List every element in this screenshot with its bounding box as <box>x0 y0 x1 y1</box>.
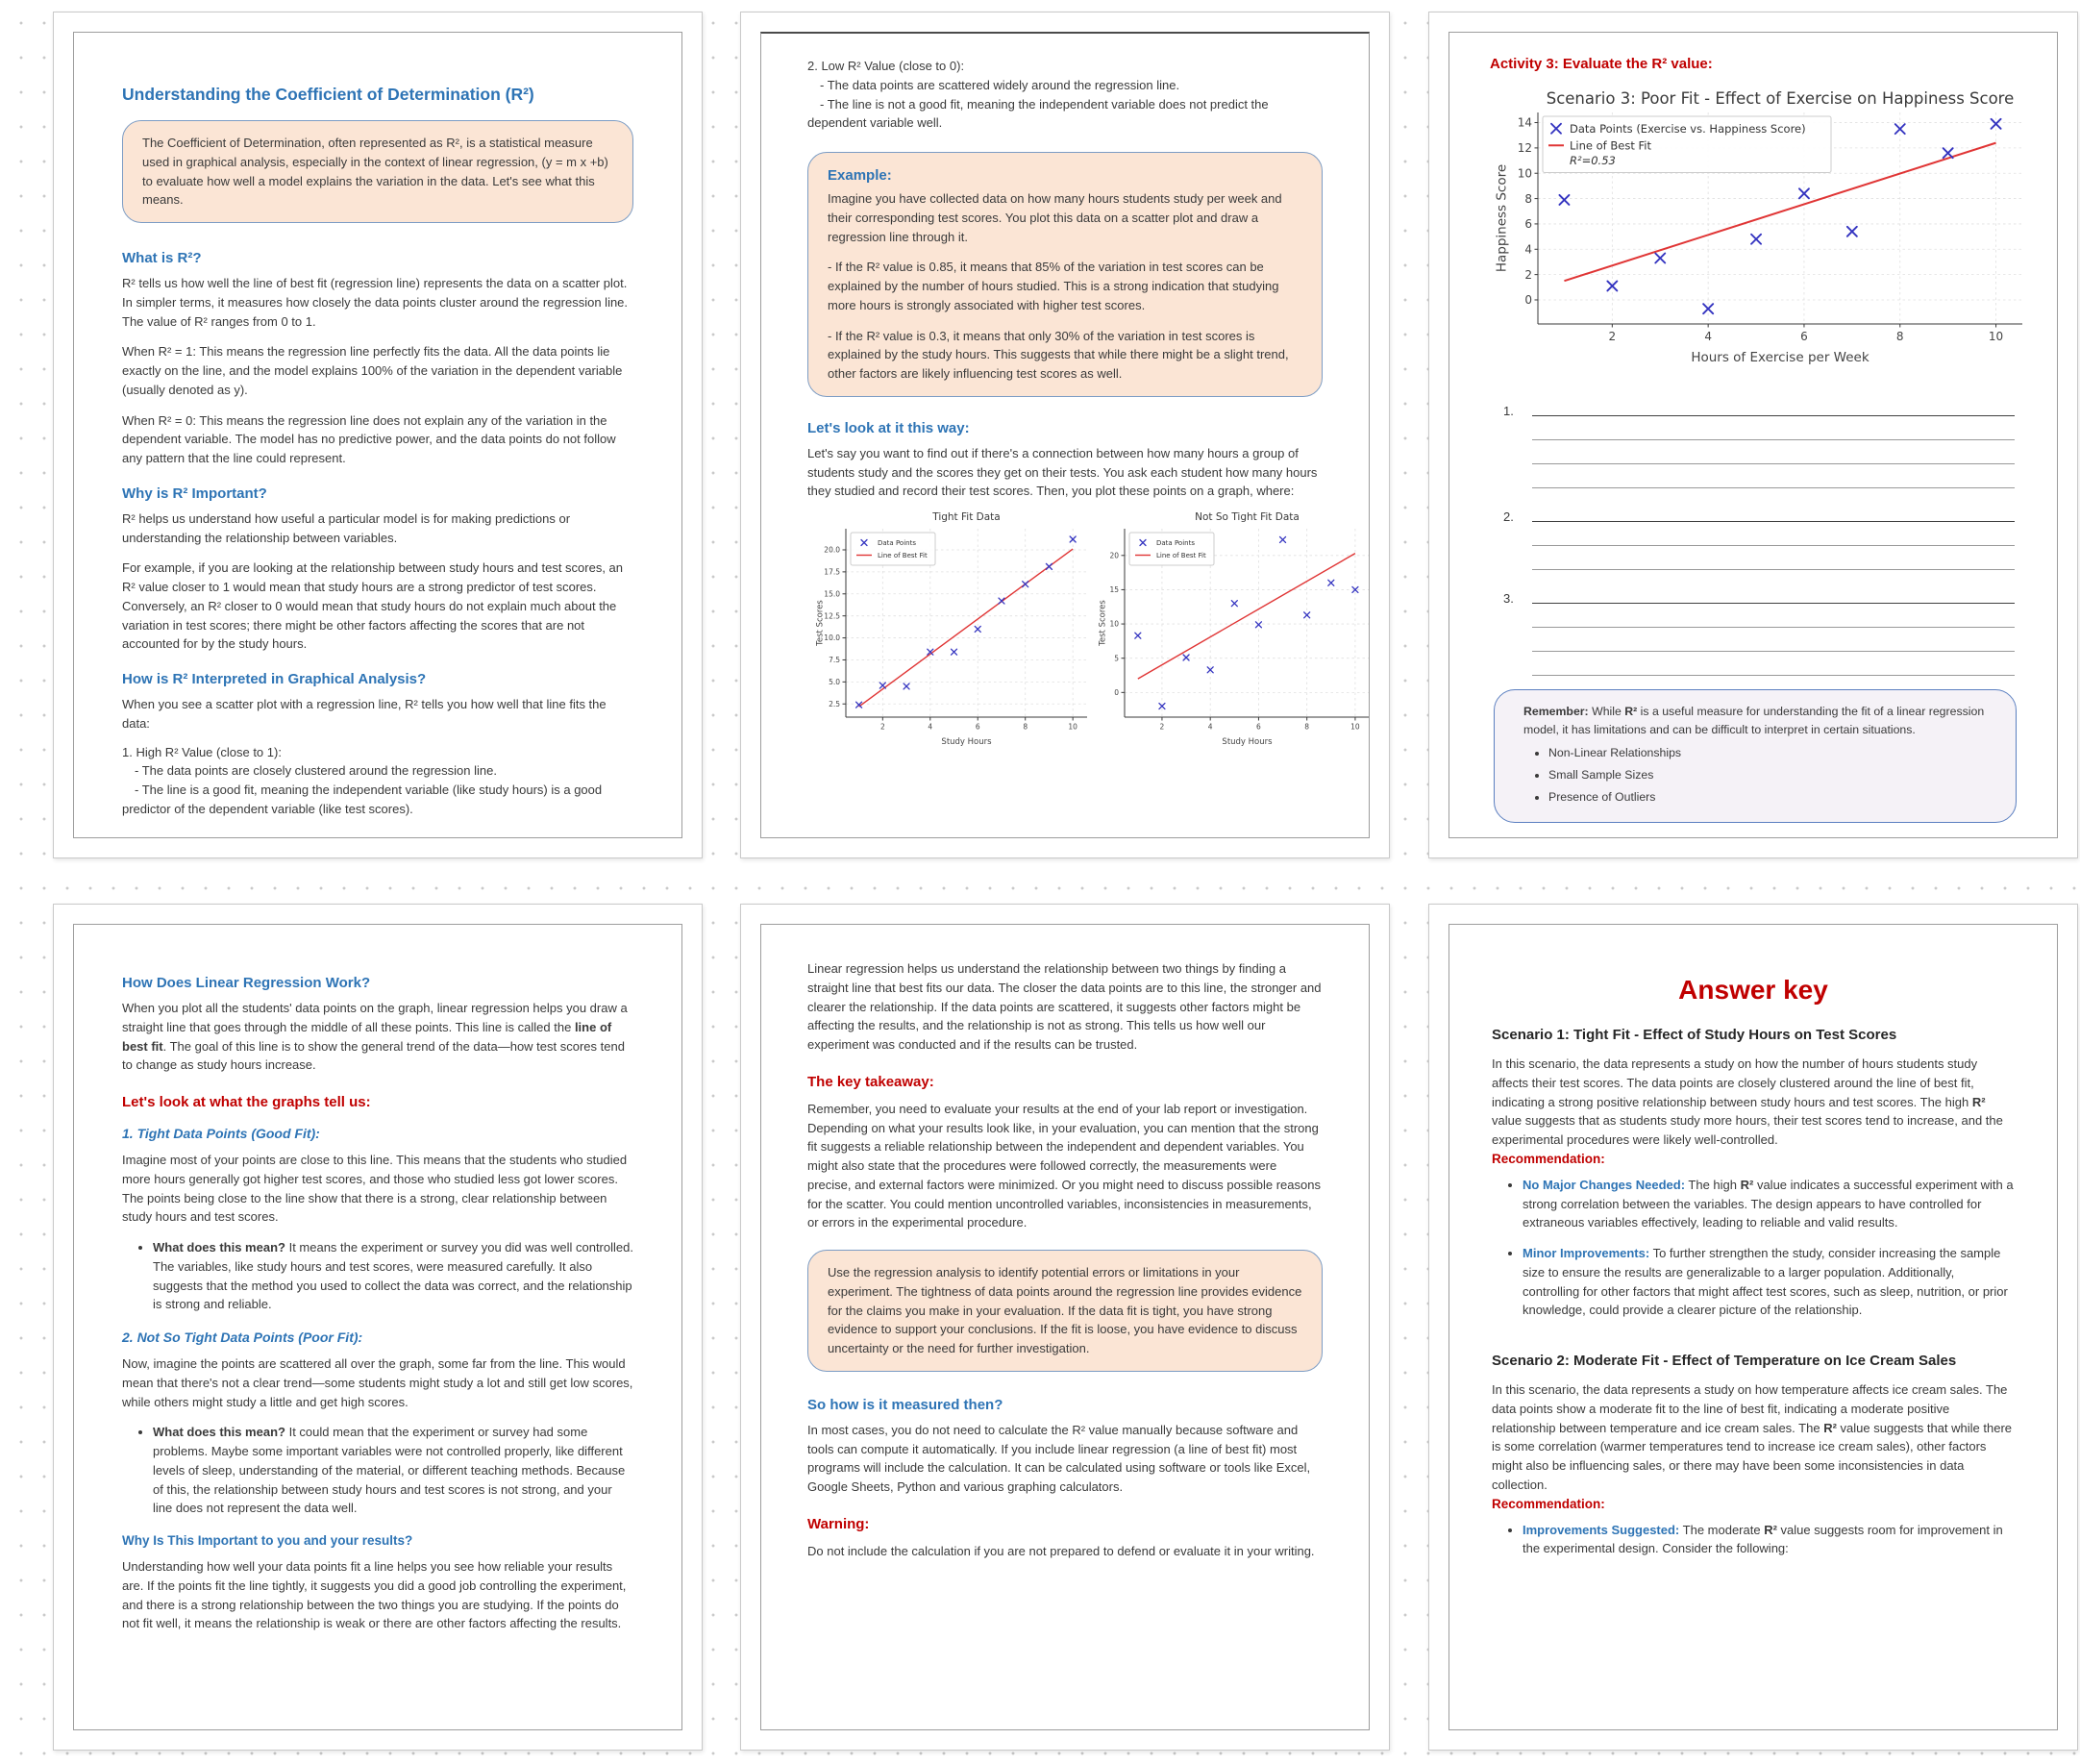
paragraph: When you see a scatter plot with a regression line, R² tells you how well that line fits the data: <box>122 697 607 731</box>
callout-text: Use the regression analysis to identify potential errors or limitations in your experiment. The tightness of data points around the regression line provides evidence for the claims you make in your evaluation. If the data fit is tight, you have strong evidence to support your conclusions. If the fit is loose, you have evidence to discuss uncertainty or the need for further investigation. <box>828 1265 1302 1355</box>
page-5[interactable] <box>740 904 1390 1751</box>
svg-text:12: 12 <box>1517 141 1532 156</box>
example-heading: Example: <box>828 167 892 184</box>
chart-scenario3 <box>1492 82 2020 371</box>
svg-text:4: 4 <box>928 722 933 732</box>
chart-tight-fit <box>813 512 1094 754</box>
answer-line <box>1532 440 2015 464</box>
paragraph: In this scenario, the data represents a study on how the number of hours students study affects their test scores. The data points are closely clustered around the line of best fit, indicating a strong positive relationship between study hours and test scores. The high R² value suggests that as students study more hours, their test scores tend to increase, and the experimental procedures were likely well-controlled. <box>1492 1056 2003 1147</box>
svg-text:Line of Best Fit: Line of Best Fit <box>878 551 928 559</box>
chart-loose-fit <box>1096 512 1370 754</box>
list-subitem: - The line is not a good fit, meaning the independent variable does not predict the dependent variable well. <box>807 96 1269 131</box>
svg-text:4: 4 <box>1207 722 1213 732</box>
svg-text:Data Points: Data Points <box>878 538 916 547</box>
svg-text:15: 15 <box>1109 585 1119 595</box>
answer-line <box>1532 416 2015 440</box>
page-3-content-frame <box>1449 32 2058 838</box>
svg-text:Test Scores: Test Scores <box>1098 600 1108 646</box>
paragraph: In this scenario, the data represents a study on how temperature affects ice cream sales. The data points show a moderate fit to the line of best fit, indicating a moderate positive relationship between temperature and ice cream sales. The R² value suggests that while there is some correlation (warmer temperatures tend to increase ice cream sales), other factors might also be influencing sales, or there may have been some inconsistencies in data collection. <box>1492 1382 2013 1492</box>
example-callout-box <box>807 152 1323 397</box>
heading-why-important: Why is R² Important? <box>122 484 267 502</box>
svg-text:Study Hours: Study Hours <box>941 737 992 747</box>
answer-item-3 <box>1503 580 2015 676</box>
svg-text:2: 2 <box>1159 722 1165 732</box>
answer-number: 3. <box>1503 591 1514 606</box>
recommendation-heading: Recommendation: <box>1492 1151 1605 1166</box>
page-6-content-frame <box>1449 924 2058 1730</box>
page-1[interactable] <box>53 12 703 858</box>
answer-lines <box>1532 498 2015 570</box>
recommendation-heading: Recommendation: <box>1492 1496 1605 1511</box>
svg-text:Test Scores: Test Scores <box>815 600 826 646</box>
svg-text:10: 10 <box>1517 166 1532 181</box>
answer-line <box>1532 580 2015 604</box>
page-1-content-frame <box>73 32 682 838</box>
svg-text:6: 6 <box>1800 330 1808 343</box>
answer-line <box>1532 628 2015 652</box>
svg-text:2: 2 <box>879 722 885 732</box>
answer-lines <box>1532 580 2015 676</box>
list-subitem: - The data points are scattered widely around the regression line. <box>820 77 1180 92</box>
svg-text:2: 2 <box>1524 267 1532 282</box>
answer-line <box>1532 546 2015 570</box>
svg-text:10: 10 <box>1068 722 1077 732</box>
page-5-content-frame <box>760 924 1370 1730</box>
page-3[interactable] <box>1428 12 2078 858</box>
paragraph: Imagine most of your points are close to this line. This means that the students who studied more hours generally got higher test scores, and those who studied less got lower scores. The points being close to the line show that there is a strong, clear relationship between study hours and test scores. <box>122 1153 628 1225</box>
svg-text:5: 5 <box>1114 654 1119 663</box>
svg-text:0: 0 <box>1114 687 1119 697</box>
answer-number: 2. <box>1503 509 1514 524</box>
svg-text:Scenario 3: Poor Fit - Effect: Scenario 3: Poor Fit - Effect of Exercise on Happiness Score <box>1546 89 2015 108</box>
answer-item-2 <box>1503 498 2015 570</box>
example-paragraph: - If the R² value is 0.3, it means that only 30% of the variation in test scores is explained by the study hours. This suggests that while there might be a slight trend, other factors are likely influencing test scores as well. <box>828 328 1289 381</box>
paragraph: When R² = 1: This means the regression line perfectly fits the data. All the data points lie exactly on the line, and the model explains 100% of the variation in the dependent variable (usually denoted as y). <box>122 344 623 397</box>
svg-text:Hours of Exercise per Week: Hours of Exercise per Week <box>1691 350 1870 365</box>
scenario-2-heading: Scenario 2: Moderate Fit - Effect of Temperature on Ice Cream Sales <box>1492 1353 1957 1369</box>
paragraph: In most cases, you do not need to calculate the R² value manually because software and tools can compute it automatically. If you include linear regression (a line of best fit) most programs will include the calculation. It can be calculated using software or tools like Excel, Google Sheets, Python and various graphing calculators. <box>807 1422 1311 1494</box>
heading-how-measured: So how is it measured then? <box>807 1396 1003 1413</box>
list-item-low-r2: 2. Low R² Value (close to 0): <box>807 59 965 73</box>
svg-text:6: 6 <box>1256 722 1261 732</box>
answer-section <box>1503 392 2015 676</box>
svg-text:Happiness Score: Happiness Score <box>1494 163 1510 273</box>
example-paragraph: Imagine you have collected data on how many hours students study per week and their corresponding test scores. You plot this data on a scatter plot and draw a regression line through it. <box>828 191 1282 244</box>
svg-text:15.0: 15.0 <box>824 589 840 599</box>
paragraph: When you plot all the students' data points on the graph, linear regression helps you draw a straight line that goes through the middle of all these points. This line is called the line of best fit. The goal of this line is to show the general trend of the data—how test scores tend to change as study hours increase. <box>122 1001 628 1073</box>
paragraph: Now, imagine the points are scattered all over the graph, some far from the line. This would mean that there's not a clear trend—some students might study a lot and still get low scores, while others might study a little and get high scores. <box>122 1356 633 1409</box>
svg-text:20: 20 <box>1109 551 1119 560</box>
heading-graphs-tell-us: Let's look at what the graphs tell us: <box>122 1094 371 1110</box>
doc-title: Understanding the Coefficient of Determination (R²) <box>122 85 534 104</box>
list-subitem: - The line is a good fit, meaning the independent variable (like study hours) is a good predictor of the dependent variable (like test scores). <box>122 783 603 816</box>
svg-text:Line of Best Fit: Line of Best Fit <box>1156 551 1206 559</box>
bullet-list <box>122 1423 633 1518</box>
paragraph: Let's say you want to find out if there's a connection between how many hours a group of students study and the scores they get on their tests. You ask each student how many hours they studied and record their test scores. Then, you plot these points on a graph, where: <box>807 445 1318 499</box>
svg-text:0: 0 <box>1524 293 1532 308</box>
page-4[interactable] <box>53 904 703 1751</box>
recommendation-bullet: • No Major Changes Needed: The high R² value indicates a successful experiment with a strong correlation between the variables. The design appears to have controlled for extraneous variables effectively, leading to reliable and valid results. <box>1523 1176 2015 1232</box>
remember-list <box>1523 743 1991 807</box>
heading-what-is-r2: What is R²? <box>122 250 202 266</box>
answer-number: 1. <box>1503 404 1514 418</box>
svg-text:Line of Best Fit: Line of Best Fit <box>1570 138 1651 153</box>
answer-line <box>1532 392 2015 416</box>
svg-text:2: 2 <box>1608 330 1617 343</box>
heading-loose-points: 2. Not So Tight Data Points (Poor Fit): <box>122 1329 363 1345</box>
heading-why-important-results: Why Is This Important to you and your results? <box>122 1533 413 1548</box>
svg-text:10.0: 10.0 <box>824 634 840 643</box>
remember-bullet: • Non-Linear Relationships <box>1548 743 1991 763</box>
intro-callout-box <box>122 120 633 223</box>
paragraph: Remember, you need to evaluate your results at the end of your lab report or investigation. Depending on what your results look like, in your evaluation, you can mention that the strong fit suggests a reliable relationship between the independent and dependent variables. You might also state that the procedures were followed correctly, the measurements were precise, and external factors were minimized. Or you might need to discuss possible reasons for the scatter. You could mention uncontrolled variables, inconsistencies in measurements, or errors in the experimental procedure. <box>807 1101 1321 1230</box>
bullet-what-does-this-mean: • What does this mean? It means the experiment or survey you did was well controlled. The variables, like study hours and test scores, were measured carefully. It also suggests that the method you used to collect the data was correct, and the relationship is strong and reliable. <box>153 1238 633 1314</box>
answer-line <box>1532 464 2015 488</box>
list-subitem: - The data points are closely clustered around the regression line. <box>135 763 497 779</box>
paragraph: For example, if you are looking at the relationship between study hours and test scores, an R² value closer to 1 would mean that study hours are a strong predictor of test scores. Conversely, an R² closer to 0 would mean that study hours do not explain much about the variation in test scores; there might be other factors affecting the scores that are not accounted for by the study hours. <box>122 560 624 652</box>
heading-key-takeaway: The key takeaway: <box>807 1073 934 1090</box>
answer-item-1 <box>1503 392 2015 488</box>
answer-line <box>1532 652 2015 676</box>
page-2-content-frame <box>760 32 1370 838</box>
bullet-what-does-this-mean: • What does this mean? It could mean that the experiment or survey had some problems. Maybe some important variables were not controlled properly, like different levels of sleep, understanding of the material, or different teaching methods. Because of this, the relationship between study hours and test scores is not strong, and your line does not represent the data well. <box>153 1423 633 1518</box>
answer-key-title: Answer key <box>1678 975 1828 1005</box>
svg-text:Study Hours: Study Hours <box>1222 737 1273 747</box>
answer-lines <box>1532 392 2015 488</box>
svg-text:Not So Tight Fit Data: Not So Tight Fit Data <box>1195 512 1300 523</box>
paragraph: When R² = 0: This means the regression line does not explain any of the variation in the dependent variable. The model has no predictive power, and the data points do not follow any pattern that the line could represent. <box>122 412 616 465</box>
svg-text:Data Points: Data Points <box>1156 538 1195 547</box>
recommendation-bullet: • Improvements Suggested: The moderate R² value suggests room for improvement in the experimental design. Consider the following: <box>1523 1521 2015 1559</box>
remember-bullet: • Small Sample Sizes <box>1548 765 1991 785</box>
svg-text:4: 4 <box>1524 242 1532 257</box>
svg-text:8: 8 <box>1304 722 1310 732</box>
answer-line <box>1532 604 2015 628</box>
list-item-high-r2: 1. High R² Value (close to 1): <box>122 744 282 759</box>
paragraph: R² helps us understand how useful a particular model is for making predictions or understanding the relationship between variables. <box>122 510 571 545</box>
scenario-1-heading: Scenario 1: Tight Fit - Effect of Study Hours on Test Scores <box>1492 1027 1897 1043</box>
recommendation-list <box>1492 1521 2015 1559</box>
heading-look-at-it: Let's look at it this way: <box>807 419 970 436</box>
svg-text:6: 6 <box>1524 217 1532 232</box>
heading-tight-points: 1. Tight Data Points (Good Fit): <box>122 1126 320 1141</box>
svg-text:R²=0.53: R²=0.53 <box>1570 153 1616 167</box>
svg-text:14: 14 <box>1517 115 1532 130</box>
paragraph: Understanding how well your data points fit a line helps you see how reliable your results are. If the points fit the line tightly, it suggests you did a good job controlling the experiment, and there is a strong relationship between the two things you are studying. If the points do not fit well, it means the relationship is weak or there are other factors affecting the results. <box>122 1559 627 1631</box>
intro-callout-text: The Coefficient of Determination, often represented as R², is a statistical measure used in graphical analysis, especially in the context of linear regression, (y = m x +b) to evaluate how well a model explains the variation in the data. Let's see what this means. <box>142 136 608 208</box>
page-2[interactable] <box>740 12 1390 858</box>
svg-text:8: 8 <box>1524 191 1532 206</box>
heading-linear-regression: How Does Linear Regression Work? <box>122 975 371 991</box>
paragraph: R² tells us how well the line of best fit (regression line) represents the data on a scatter plot. In simpler terms, it measures how closely the data points cluster around the regression line. The value of R² ranges from 0 to 1. <box>122 276 629 329</box>
svg-text:2.5: 2.5 <box>829 699 840 708</box>
svg-text:6: 6 <box>975 722 980 732</box>
svg-text:10: 10 <box>1988 330 2004 343</box>
heading-warning: Warning: <box>807 1515 870 1532</box>
remember-box <box>1494 689 2017 823</box>
answer-line <box>1532 522 2015 546</box>
chart-pair <box>813 512 1360 754</box>
activity-3-heading: Activity 3: Evaluate the R² value: <box>1490 56 1713 72</box>
svg-text:17.5: 17.5 <box>824 567 840 577</box>
regression-analysis-callout <box>807 1250 1323 1372</box>
remember-text: Remember: While R² is a useful measure for understanding the fit of a linear regression model, it has limitations and can be difficult to interpret in certain situations. <box>1523 705 1985 737</box>
heading-graphical-analysis: How is R² Interpreted in Graphical Analysis? <box>122 671 427 687</box>
svg-text:7.5: 7.5 <box>829 656 840 665</box>
svg-text:12.5: 12.5 <box>824 611 840 621</box>
recommendation-bullet: • Minor Improvements: To further strengthen the study, consider increasing the sample size to ensure the results are generalizable to a larger population. Additionally, controlling for other factors that might affect test scores, such as sleep, nutrition, or prior knowledge, could provide a clearer picture of the relationship. <box>1523 1244 2015 1320</box>
svg-text:8: 8 <box>1895 330 1904 343</box>
answer-line <box>1532 498 2015 522</box>
remember-bullet: • Presence of Outliers <box>1548 787 1991 807</box>
example-paragraph: - If the R² value is 0.85, it means that 85% of the variation in test scores can be explained by the number of hours studied. This is a strong indication that studying more hours is strongly associated with higher test scores. <box>828 260 1279 312</box>
paragraph: Linear regression helps us understand the relationship between two things by finding a straight line that best fits our data. The closer the data points are to this line, the stronger and clearer the relationship. If the data points are scattered, it suggests other factors might be affecting the results, and the relationship is not as strong. This tells us how well our experiment was conducted and if the results can be trusted. <box>807 961 1322 1052</box>
svg-text:10: 10 <box>1109 619 1119 629</box>
svg-text:10: 10 <box>1350 722 1360 732</box>
page-4-content-frame <box>73 924 682 1730</box>
recommendation-list <box>1492 1176 2015 1320</box>
svg-text:Data Points (Exercise vs. Happ: Data Points (Exercise vs. Happiness Score) <box>1570 121 1806 136</box>
svg-text:20.0: 20.0 <box>824 545 840 555</box>
svg-text:8: 8 <box>1023 722 1028 732</box>
page-6[interactable] <box>1428 904 2078 1751</box>
paragraph: Do not include the calculation if you are not prepared to defend or evaluate it in your writing. <box>807 1543 1315 1558</box>
bullet-list <box>122 1238 633 1314</box>
svg-text:5.0: 5.0 <box>829 677 840 686</box>
svg-text:4: 4 <box>1704 330 1712 343</box>
svg-text:Tight Fit Data: Tight Fit Data <box>932 512 1001 523</box>
